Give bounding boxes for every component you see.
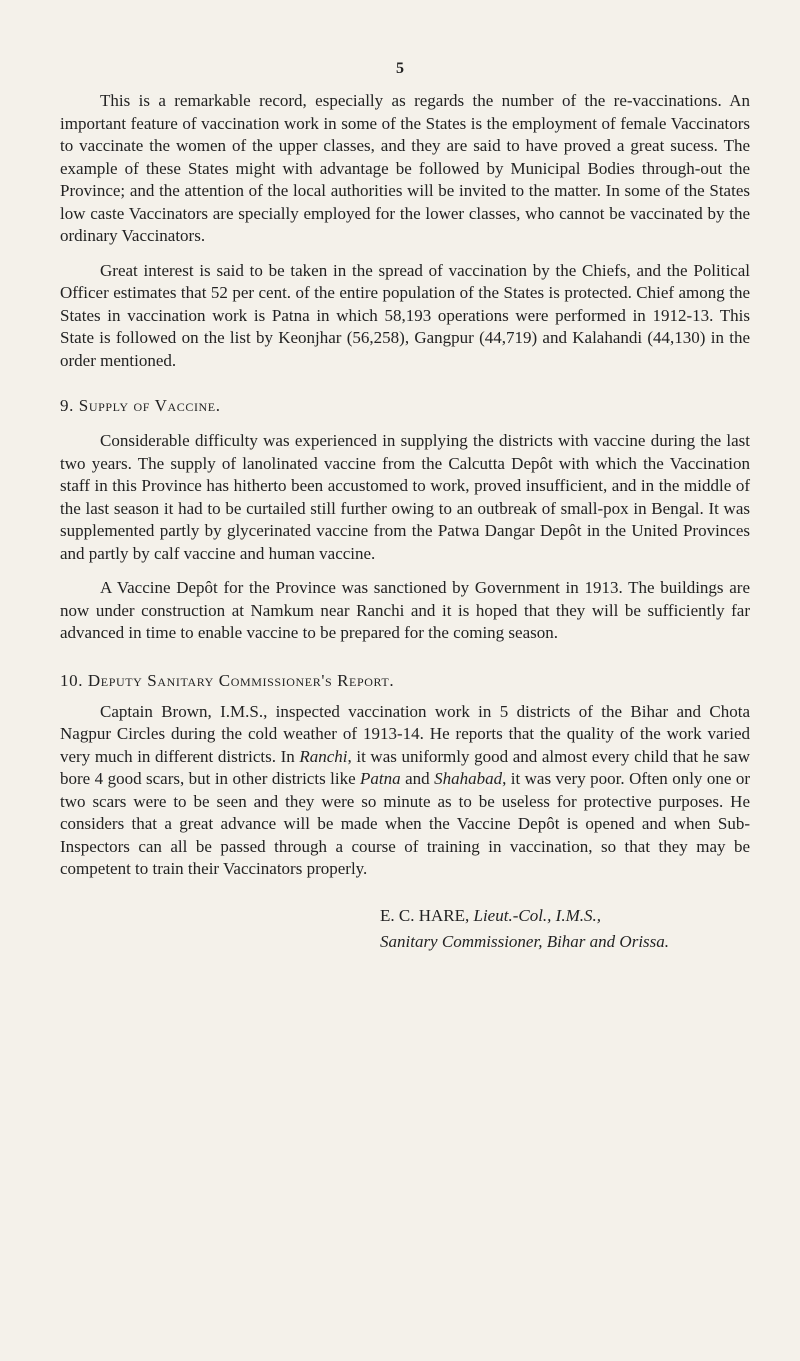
section-heading-deputy-report: 10. Deputy Sanitary Commissioner's Report. [60, 670, 395, 690]
signature-name: E. C. HARE, [380, 905, 474, 925]
signature-block [60, 903, 750, 955]
signature-title: Sanitary Commissioner, Bihar and Orissa. [380, 931, 670, 951]
text-segment: Captain Brown, I.M.S., inspected vaccination work in 5 districts of the Bihar and Chota Nagpur Circles during the cold weather of 1913-14. He reports that the quality of the work varied very much in different districts. In [60, 701, 750, 766]
section-heading-supply-of-vaccine: 9. Supply of Vaccine. [60, 396, 221, 415]
paragraph-vaccine-difficulty: Considerable difficulty was experienced in supplying the districts with vaccine during the last two years. The supply of lanolinated vaccine from the Calcutta Depôt with which the Vaccination staff in this Province has hitherto been accustomed to work, proved insufficient, and in the middle of the last season it had to be curtailed still further owing to an outbreak of small-pox in Bengal. It was supplemented partly by glycerinated vaccine from the Patwa Dangar Depôt in the United Provinces and partly by calf vaccine and human vaccine. [60, 431, 750, 563]
signature-name-line [380, 903, 750, 929]
signature-rank: Lieut.-Col., I.M.S., [473, 905, 601, 925]
text-segment: , it was uniformly good and almost every child that he saw bore 4 good scars, but in other districts like [60, 746, 750, 788]
place-shahabad: Shahabad [434, 769, 503, 788]
text-segment: and [400, 769, 435, 788]
paragraph-record: This is a remarkable record, especially as regards the number of the re-vaccinations. An important feature of vaccination work in some of the States is the employment of female Vaccinators to vaccinate the women of the upper classes, and they are said to have proved a great sucess. The example of these States might with advantage be followed by Municipal Bodies through-out the Province; and the attention of the local authorities will be invited to the matter. In some of the States low caste Vaccinators are specially employed for the lower classes, who cannot be vaccinated by the ordinary Vaccinators. [60, 91, 750, 245]
page-number: 5 [396, 60, 404, 77]
place-patna: Patna [360, 769, 401, 788]
text-segment: , it was very poor. Often only one or two scars were to be seen and they were so minute as to be useless for protective purposes. He considers that a great advance will be made when the Vaccine Depôt is opened and when Sub-Inspectors can all be passed through a course of training in vaccination, so that they may be competent to train their Vaccinators properly. [60, 769, 751, 878]
place-ranchi: Ranchi [299, 746, 348, 766]
paragraph-chiefs-interest: Great interest is said to be taken in the spread of vaccination by the Chiefs, and the Political Officer estimates that 52 per cent. of the entire population of the States is protected. Chief among the States in vaccination work is Patna in which 58,193 operations were performed in 1912-13. This State is followed on the list by Keonjhar (56,258), Gangpur (44,719) and Kalahandi (44,130) in the order mentioned. [60, 260, 750, 370]
paragraph-captain-brown [60, 701, 750, 881]
document-body [60, 90, 750, 955]
paragraph-vaccine-depot: A Vaccine Depôt for the Province was sanctioned by Government in 1913. The buildings are now under construction at Namkum near Ranchi and it is hoped that they will be sufficiently far advanced in time to enable vaccine to be prepared for the coming season. [60, 578, 750, 642]
